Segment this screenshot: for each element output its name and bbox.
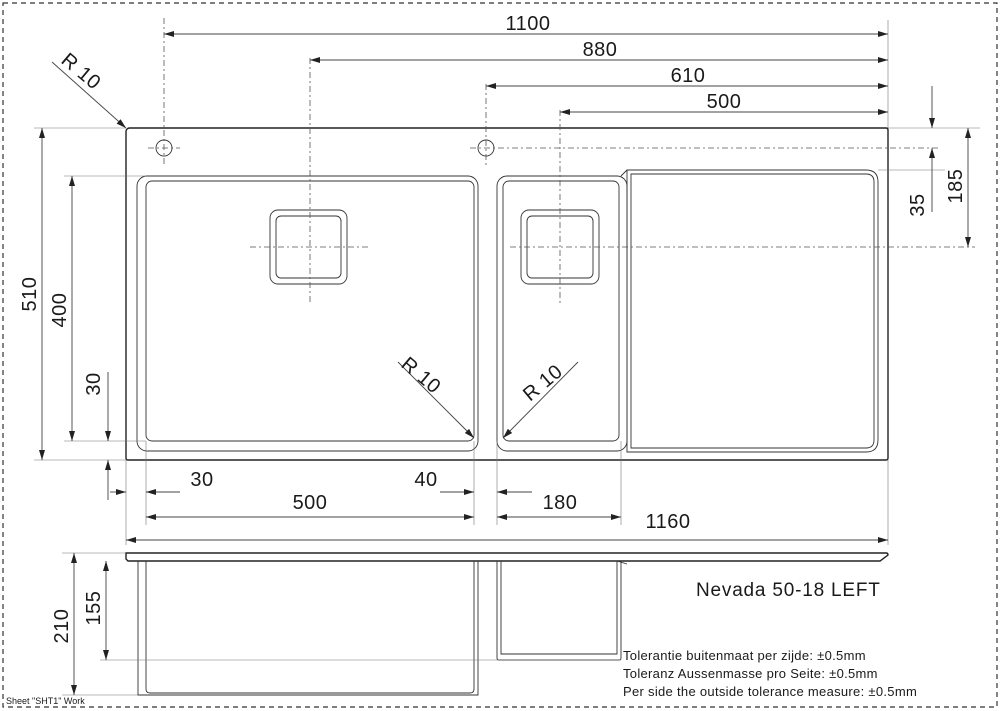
sink-outline bbox=[126, 128, 888, 460]
dim-500-bottom: 500 bbox=[292, 492, 328, 514]
sink-top-view bbox=[126, 128, 888, 460]
top-dimensions bbox=[52, 13, 888, 128]
dim-r10-bowl2: R 10 bbox=[519, 360, 568, 406]
center-lines bbox=[148, 18, 975, 305]
dim-1160: 1160 bbox=[645, 511, 691, 533]
dim-510: 510 bbox=[19, 276, 41, 312]
dim-r10-corner: R 10 bbox=[56, 48, 105, 95]
dim-880: 880 bbox=[582, 39, 618, 61]
main-bowl-inner bbox=[146, 181, 474, 441]
model-title: Nevada 50-18 LEFT bbox=[696, 580, 881, 601]
main-bowl-outer bbox=[137, 176, 478, 451]
dim-30-left: 30 bbox=[83, 372, 105, 396]
dim-185: 185 bbox=[945, 168, 967, 204]
side-dimensions bbox=[51, 553, 621, 695]
side-small-bowl bbox=[497, 561, 621, 660]
tolerance-nl: Tolerantie buitenmaat per zijde: ±0.5mm bbox=[623, 648, 866, 663]
dim-1100: 1100 bbox=[505, 13, 551, 35]
side-main-bowl bbox=[138, 561, 478, 695]
drainer-inner-edge bbox=[631, 174, 874, 448]
tolerance-en: Per side the outside tolerance measure: ±0.5mm bbox=[623, 684, 918, 699]
bowl-radii bbox=[397, 353, 578, 438]
tolerance-de: Toleranz Aussenmasse pro Seite: ±0.5mm bbox=[623, 666, 878, 681]
dim-210: 210 bbox=[51, 608, 73, 644]
dim-400: 400 bbox=[49, 292, 71, 328]
dim-35: 35 bbox=[907, 193, 929, 217]
dim-r10-bowl1: R 10 bbox=[396, 352, 445, 399]
dim-500-top: 500 bbox=[706, 91, 742, 113]
left-dimensions bbox=[19, 128, 146, 500]
drawing-frame bbox=[3, 3, 997, 707]
dim-180: 180 bbox=[542, 492, 578, 514]
bottom-dimensions bbox=[110, 441, 888, 545]
sheet-label: Sheet "SHT1" Work bbox=[6, 696, 85, 706]
small-bowl-inner bbox=[503, 181, 619, 441]
side-top-plate bbox=[126, 553, 888, 561]
drainer-area bbox=[627, 170, 878, 452]
dim-610: 610 bbox=[670, 65, 706, 87]
small-bowl-outer bbox=[497, 176, 627, 451]
right-dimensions bbox=[878, 86, 980, 247]
dim-30-bottom: 30 bbox=[190, 469, 214, 491]
dim-155: 155 bbox=[83, 590, 105, 626]
dim-40: 40 bbox=[414, 469, 438, 491]
